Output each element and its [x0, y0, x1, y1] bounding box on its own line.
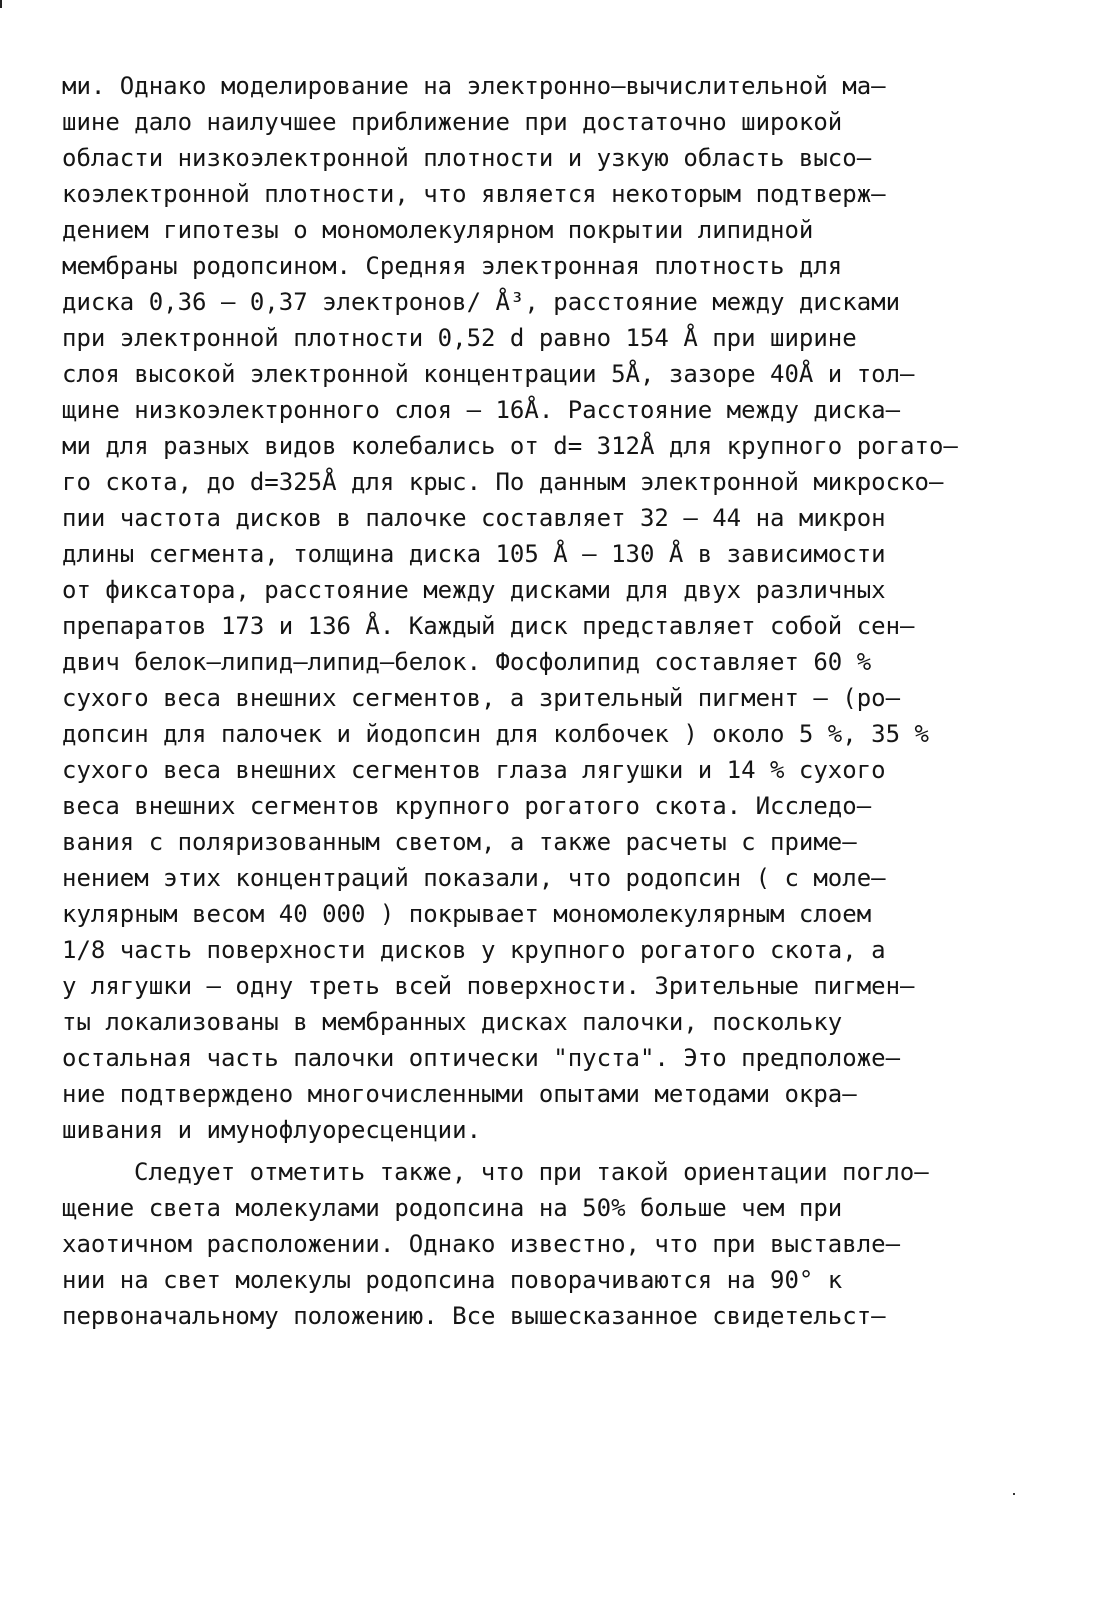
text-line: ми для разных видов колебались от d= 312Å для крупного рогато– — [62, 432, 958, 460]
text-line: слоя высокой электронной концентрации 5Å, зазоре 40Å и тол– — [62, 360, 915, 388]
text-line: вания с поляризованным светом, а также расчеты с приме– — [62, 828, 857, 856]
document-body — [62, 68, 1022, 1334]
text-line: хаотичном расположении. Однако известно, что при выставле– — [62, 1230, 901, 1258]
text-line: сухого веса внешних сегментов глаза лягушки и 14 % сухого — [62, 756, 886, 784]
text-line: у лягушки – одну треть всей поверхности. Зрительные пигмен– — [62, 972, 915, 1000]
text-line: длины сегмента, толщина диска 105 Å – 130 Å в зависимости — [62, 540, 886, 568]
text-line: области низкоэлектронной плотности и узкую область высо– — [62, 144, 872, 172]
page-edge-mark — [0, 0, 2, 8]
text-line: щение света молекулами родопсина на 50% больше чем при — [62, 1194, 843, 1222]
text-line: шине дало наилучшее приближение при достаточно широкой — [62, 108, 843, 136]
text-line: ние подтверждено многочисленными опытами методами окра– — [62, 1080, 857, 1108]
text-line: шивания и имунофлуоресценции. — [62, 1116, 482, 1144]
stray-dot — [1013, 1493, 1015, 1495]
text-line: допсин для палочек и йодопсин для колбочек ) около 5 %, 35 % — [62, 720, 929, 748]
text-line: ты локализованы в мембранных дисках палочки, поскольку — [62, 1008, 843, 1036]
text-line: щине низкоэлектронного слоя – 16Å. Расстояние между диска– — [62, 396, 901, 424]
text-line: остальная часть палочки оптически "пуста". Это предположе– — [62, 1044, 901, 1072]
text-line: нением этих концентраций показали, что родопсин ( с моле– — [62, 864, 886, 892]
text-line: 1/8 часть поверхности дисков у крупного рогатого скота, а — [62, 936, 886, 964]
text-line: го скота, до d=325Å для крыс. По данным электронной микроско– — [62, 468, 944, 496]
text-line: двич белок–липид–липид–белок. Фосфолипид составляет 60 % — [62, 648, 872, 676]
text-line: при электронной плотности 0,52 d равно 154 Å при ширине — [62, 324, 857, 352]
text-line: мембраны родопсином. Средняя электронная плотность для — [62, 252, 843, 280]
text-line: дением гипотезы о мономолекулярном покрытии липидной — [62, 216, 814, 244]
paragraph-1 — [62, 68, 1022, 1148]
text-line: диска 0,36 – 0,37 электронов/ Å³, расстояние между дисками — [62, 288, 901, 316]
text-line: Следует отметить также, что при такой ориентации погло– — [134, 1158, 929, 1186]
text-line: от фиксатора, расстояние между дисками для двух различных — [62, 576, 886, 604]
text-line: ми. Однако моделирование на электронно–вычислительной ма– — [62, 72, 886, 100]
text-line: пии частота дисков в палочке составляет 32 – 44 на микрон — [62, 504, 886, 532]
text-line: сухого веса внешних сегментов, а зрительный пигмент – (ро– — [62, 684, 901, 712]
text-line: нии на свет молекулы родопсина поворачиваются на 90° к — [62, 1266, 843, 1294]
text-line: препаратов 173 и 136 Å. Каждый диск представляет собой сен– — [62, 612, 915, 640]
text-line: первоначальному положению. Все вышесказанное свидетельст– — [62, 1302, 886, 1330]
text-line: веса внешних сегментов крупного рогатого скота. Исследо– — [62, 792, 872, 820]
paragraph-2 — [62, 1154, 1022, 1334]
text-line: коэлектронной плотности, что является некоторым подтверж– — [62, 180, 886, 208]
text-line: кулярным весом 40 000 ) покрывает мономолекулярным слоем — [62, 900, 872, 928]
